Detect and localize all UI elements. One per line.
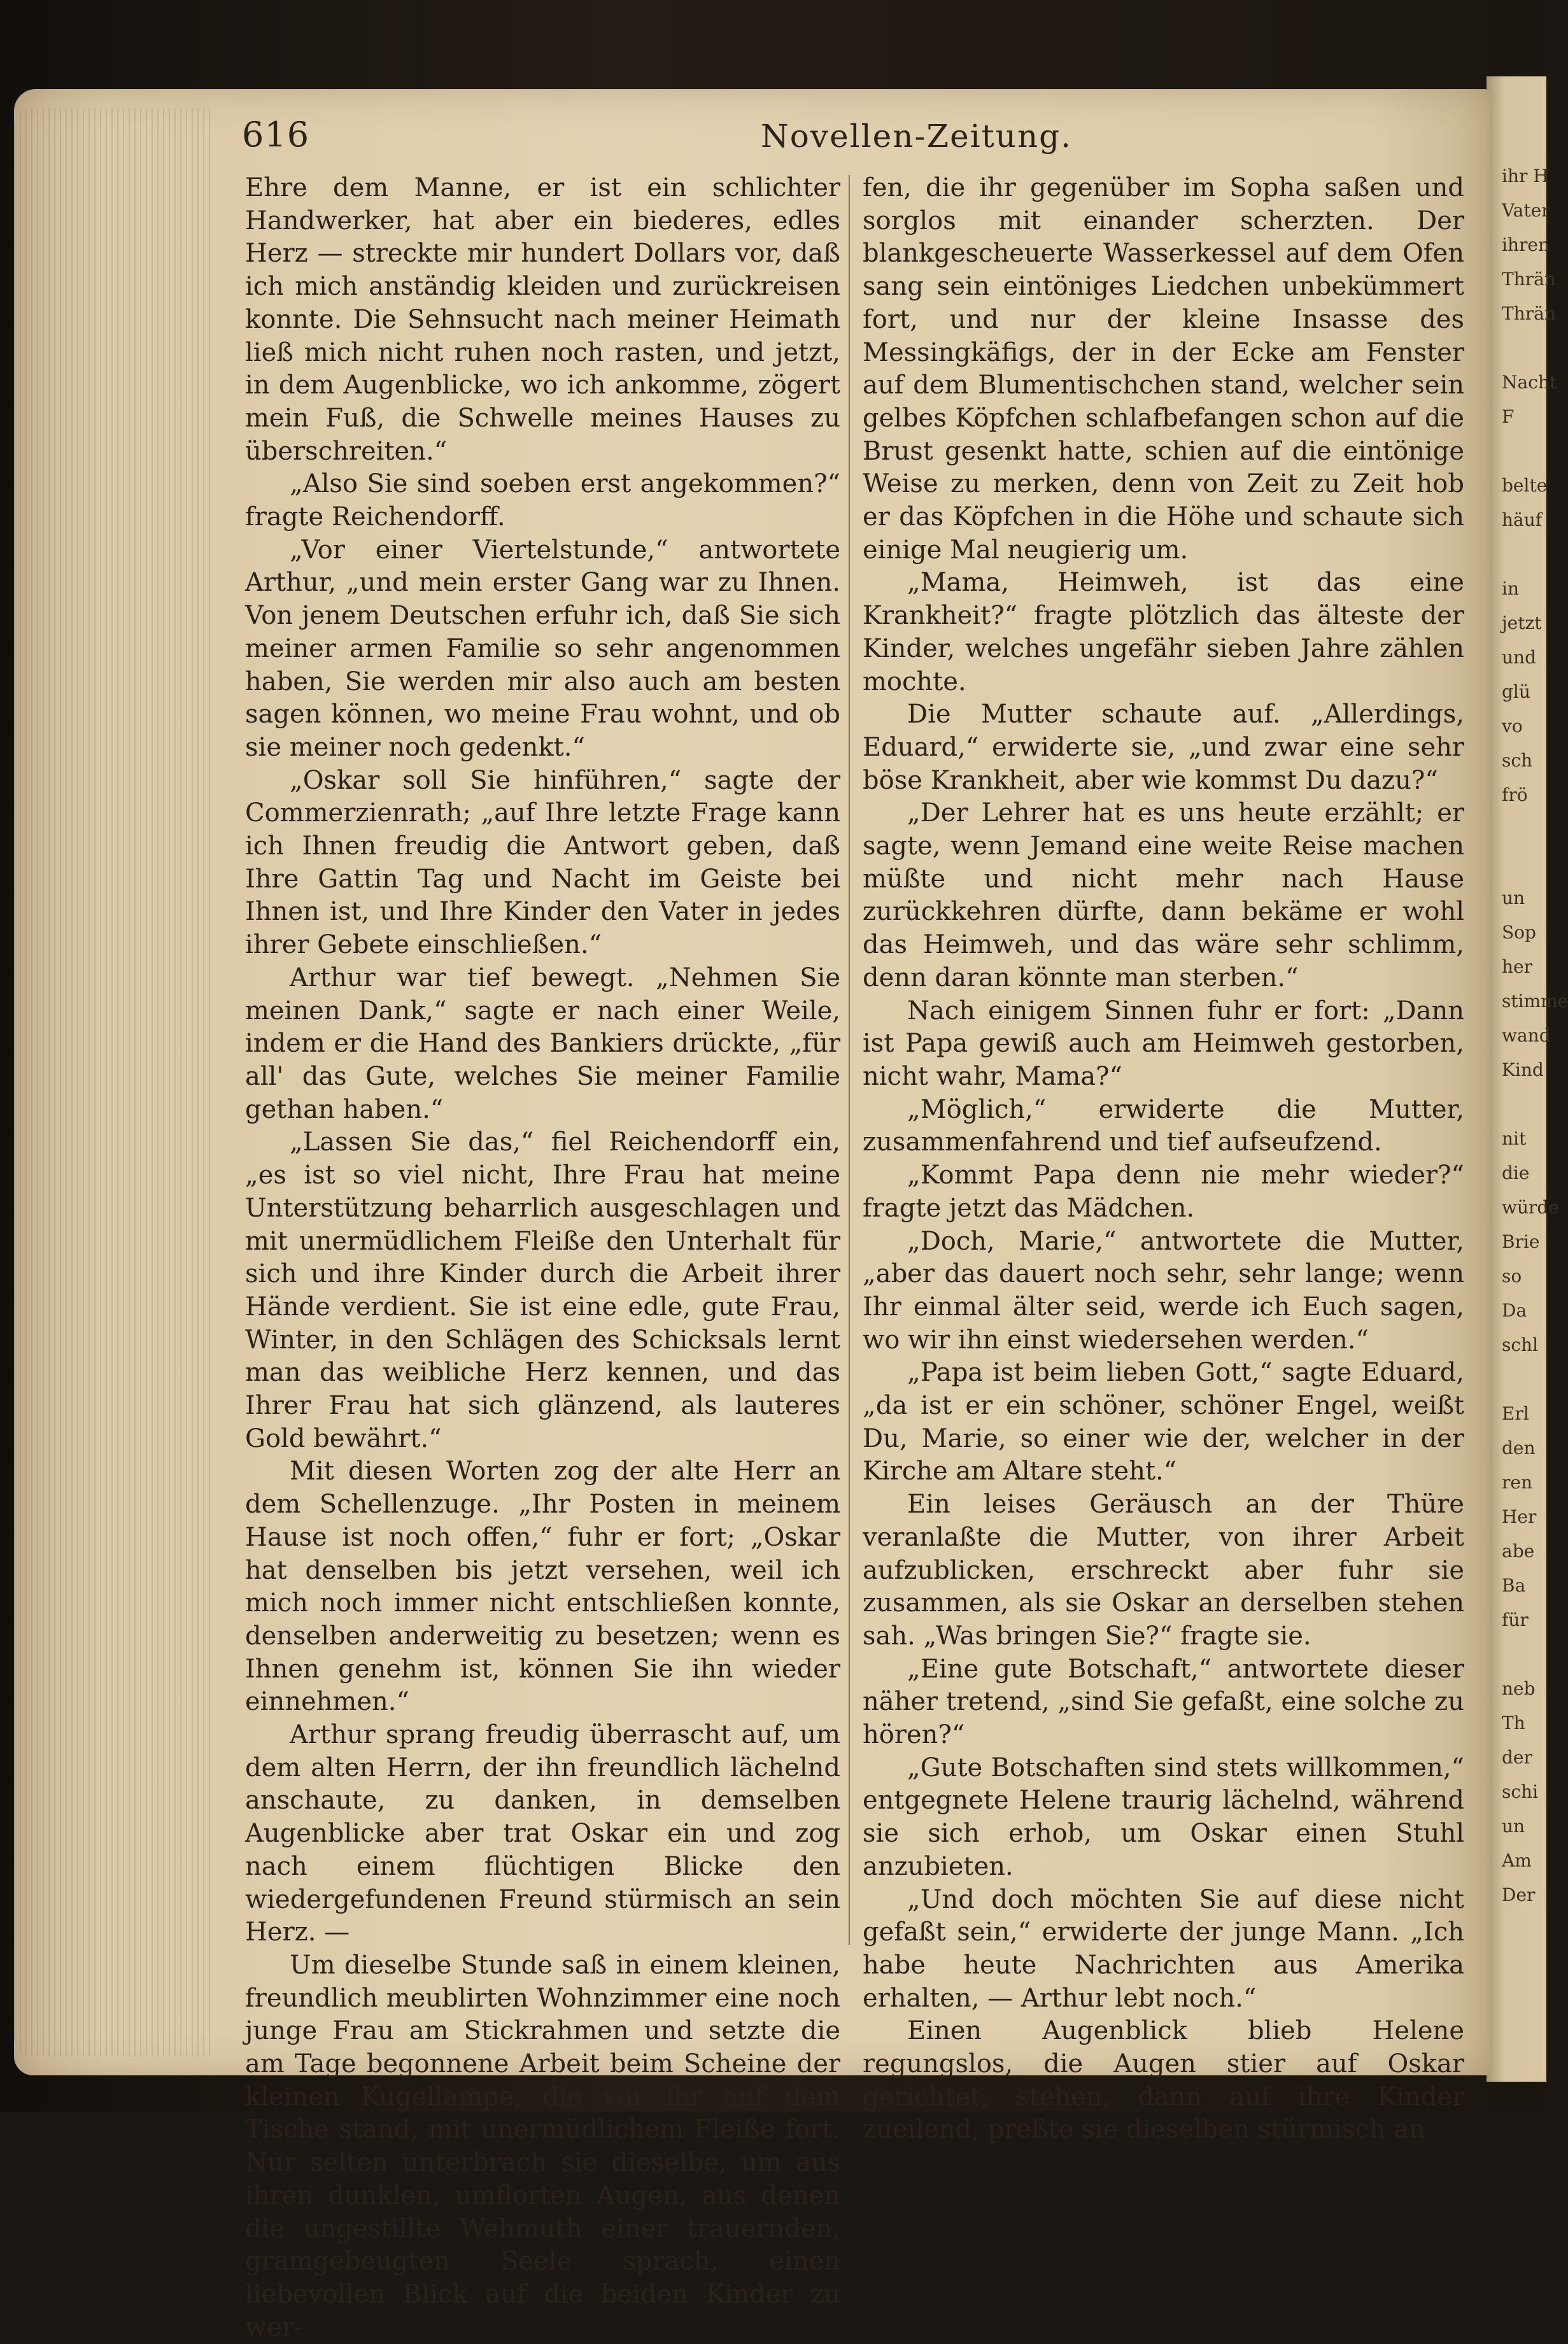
adjacent-page-fragment: wand xyxy=(1502,1025,1551,1046)
paragraph: Um dieselbe Stunde saß in einem kleinen, freundlich meublirten Wohnzimmer eine noch junge Frau am Stickrahmen und setzte die am Tage begonnene Arbeit beim Scheine der kleinen Kugellampe, die vor ihr auf dem Tische stand, mit unermüdlichem Fleiße fort. Nur selten unterbrach sie dieselbe, um aus ihren dunklen, umflorten Augen, aus denen die ungestillte Wehmuth einer trauernden, gramgebeugten Seele sprach, einen liebevollen Blick auf die beiden Kinder zu wer- xyxy=(245,1950,840,2342)
adjacent-page-fragment: Ba xyxy=(1502,1575,1526,1596)
running-head: Novellen-Zeitung. xyxy=(761,118,1073,155)
adjacent-page-fragment: der xyxy=(1502,1747,1532,1768)
adjacent-page-fragment: her xyxy=(1502,956,1532,977)
paragraph: Arthur war tief bewegt. „Nehmen Sie meinen Dank,“ sagte er nach einer Weile, indem er die Hand des Bankiers drückte, „für all' das Gute, welches Sie meiner Familie gethan haben.“ xyxy=(245,963,840,1124)
adjacent-page-fragment: Th xyxy=(1502,1712,1525,1733)
adjacent-page-fragment xyxy=(1487,847,1546,881)
left-text-column xyxy=(245,172,840,2344)
adjacent-page-fragment: Da xyxy=(1502,1300,1527,1321)
adjacent-page-fragment: jetzt xyxy=(1502,612,1542,633)
adjacent-page-fragment: häuf xyxy=(1502,509,1543,530)
paragraph: fen, die ihr gegenüber im Sopha saßen und sorglos mit einander scherzten. Der blankgescheuerte Wasserkessel auf dem Ofen sang sein eintöniges Liedchen unbekümmert fort, und nur der kleine Insasse des Messingkäfigs, der in der Ecke am Fenster auf dem Blumentischchen stand, welcher sein gelbes Köpfchen schlafbefangen schon auf die Brust gesenkt hatte, schien auf die eintönige Weise zu merken, denn von Zeit zu Zeit hob er das Köpfchen in die Höhe und schaute sich einige Mal neugierig um. xyxy=(863,173,1464,565)
paragraph: „Gute Botschaften sind stets willkommen,“ entgegnete Helene traurig lächelnd, während sie sich erhob, um Oskar einen Stuhl anzubieten. xyxy=(863,1753,1464,1881)
adjacent-page-fragment: Thrän xyxy=(1502,303,1556,324)
adjacent-page-fragment: Her xyxy=(1502,1506,1537,1527)
column-divider xyxy=(849,175,850,1945)
adjacent-page-fragment: so xyxy=(1502,1266,1522,1287)
adjacent-page-fragment xyxy=(1487,331,1546,365)
paragraph: „Der Lehrer hat es uns heute erzählt; er sagte, wenn Jemand eine weite Reise machen müßte und nicht mehr nach Hause zurückkehren dürfte, dann bekäme er wohl das Heimweh, und das wäre sehr schlimm, denn daran könnte man sterben.“ xyxy=(863,798,1464,992)
paragraph: „Lassen Sie das,“ fiel Reichendorff ein, „es ist so viel nicht, Ihre Frau hat meine Unterstützung beharrlich ausgeschlagen und mit unermüdlichem Fleiße den Unterhalt für sich und ihre Kinder durch die Arbeit ihrer Hände verdient. Sie ist eine edle, gute Frau, Winter, in den Schlägen des Schicksals lernt man das weibliche Herz kennen, und das Ihrer Frau hat sich glänzend, als lauteres Gold bewährt.“ xyxy=(245,1127,840,1453)
page-number: 616 xyxy=(242,115,310,155)
paragraph: „Mama, Heimweh, ist das eine Krankheit?“ fragte plötzlich das älteste der Kinder, welches ungefähr sieben Jahre zählen mochte. xyxy=(863,568,1464,696)
adjacent-page-fragment xyxy=(1487,1087,1546,1122)
adjacent-page-fragment: die xyxy=(1502,1162,1530,1183)
paragraph: Mit diesen Worten zog der alte Herr an dem Schellenzuge. „Ihr Posten in meinem Hause ist noch offen,“ fuhr er fort; „Oskar hat denselben bis jetzt versehen, weil ich mich noch immer nicht entschließen konnte, denselben anderweitig zu besetzen; wenn es Ihnen genehm ist, können Sie ihn wieder einnehmen.“ xyxy=(245,1457,840,1717)
adjacent-page-fragment: abe xyxy=(1502,1541,1535,1562)
adjacent-page-fragment: stimme xyxy=(1502,991,1568,1012)
adjacent-page-fragment xyxy=(1487,1637,1546,1672)
adjacent-page-fragment: Nacht xyxy=(1502,372,1557,393)
adjacent-page-text-fragments xyxy=(1487,76,1568,1912)
paragraph: „Vor einer Viertelstunde,“ antwortete Arthur, „und mein erster Gang war zu Ihnen. Von jenem Deutschen erfuhr ich, daß Sie sich meiner armen Familie so sehr angenommen haben, Sie werden mir also auch am besten sagen können, wo meine Frau wohnt, und ob sie meiner noch gedenkt.“ xyxy=(245,535,840,762)
adjacent-page-fragment: un xyxy=(1502,887,1525,908)
paragraph: „Oskar soll Sie hinführen,“ sagte der Commerzienrath; „auf Ihre letzte Frage kann ich Ihnen freudig die Antwort geben, daß Ihre Gattin Tag und Nacht im Geiste bei Ihnen ist, und Ihre Kinder den Vater in jedes ihrer Gebete einschließen.“ xyxy=(245,765,840,960)
adjacent-page-fragment: vo xyxy=(1502,716,1523,737)
adjacent-page-fragment: in xyxy=(1502,578,1519,599)
adjacent-page-fragment: ihren xyxy=(1502,234,1550,255)
adjacent-page-fragment: sch xyxy=(1502,750,1533,771)
adjacent-page-fragment: Sop xyxy=(1502,922,1536,943)
paragraph: Die Mutter schaute auf. „Allerdings, Eduard,“ erwiderte sie, „und zwar eine sehr böse Krankheit, aber wie kommst Du dazu?“ xyxy=(863,700,1464,795)
paragraph: „Kommt Papa denn nie mehr wieder?“ fragte jetzt das Mädchen. xyxy=(863,1161,1464,1223)
adjacent-page-fragment: würde xyxy=(1502,1197,1559,1218)
adjacent-page-fragment: ihr H xyxy=(1502,166,1549,187)
adjacent-page-fragment xyxy=(1487,537,1546,572)
paragraph: „Möglich,“ erwiderte die Mutter, zusammenfahrend und tief aufseufzend. xyxy=(863,1094,1464,1157)
adjacent-page-edge xyxy=(1487,76,1568,2082)
adjacent-page-fragment: Thrän xyxy=(1502,269,1556,290)
paragraph: Nach einigem Sinnen fuhr er fort: „Dann ist Papa gewiß auch am Heimweh gestorben, nicht wahr, Mama?“ xyxy=(863,996,1464,1091)
adjacent-page-fragment: ren xyxy=(1502,1472,1532,1493)
paragraph: „Doch, Marie,“ antwortete die Mutter, „aber das dauert noch sehr, sehr lange; wenn Ihr einmal älter seid, werde ich Euch sagen, wo wir ihn einst wiedersehen werden.“ xyxy=(863,1226,1464,1355)
adjacent-page-fragment: nit xyxy=(1502,1128,1527,1149)
paragraph: Arthur sprang freudig überrascht auf, um dem alten Herrn, der ihn freundlich lächelnd anschaute, zu danken, in demselben Augenblicke aber trat Oskar ein und zog nach einem flüchtigen Blicke den wiedergefundenen Freund stürmisch an sein Herz. — xyxy=(245,1720,840,1947)
adjacent-page-fragment: neb xyxy=(1502,1678,1536,1699)
adjacent-page-fragment: schl xyxy=(1502,1334,1539,1355)
page-stack-edge xyxy=(14,108,211,2056)
adjacent-page-fragment: und xyxy=(1502,647,1536,668)
adjacent-page-fragment: Kind xyxy=(1502,1059,1544,1080)
adjacent-page-fragment: glü xyxy=(1502,681,1530,702)
adjacent-page-fragment: für xyxy=(1502,1609,1529,1630)
paragraph: Einen Augenblick blieb Helene regungslos, die Augen stier auf Oskar gerichtet, stehen, dann auf ihre Kinder zueilend, preßte sie dieselben stürmisch an xyxy=(863,2016,1464,2145)
adjacent-page-fragment: den xyxy=(1502,1437,1536,1458)
adjacent-page-fragment: F xyxy=(1502,406,1515,427)
paragraph: „Papa ist beim lieben Gott,“ sagte Eduard, „da ist er ein schöner, schöner Engel, weißt Du, Marie, so einer wie der, welcher in der Kirche am Altare steht.“ xyxy=(863,1358,1464,1486)
adjacent-page-fragment: Erl xyxy=(1502,1403,1529,1424)
adjacent-page-fragment: Vater xyxy=(1502,200,1550,221)
adjacent-page-fragment: belte xyxy=(1502,475,1548,496)
adjacent-page-fragment xyxy=(1487,434,1546,469)
adjacent-page-fragment: un xyxy=(1502,1816,1525,1837)
paragraph: Ehre dem Manne, er ist ein schlichter Handwerker, hat aber ein biederes, edles Herz — streckte mir hundert Dollars vor, daß ich mich anständig kleiden und zurückreisen konnte. Die Sehnsucht nach meiner Heimath ließ mich nicht ruhen noch rasten, und jetzt, in dem Augenblicke, wo ich ankomme, zögert mein Fuß, die Schwelle meines Hauses zu überschreiten.“ xyxy=(245,173,840,466)
adjacent-page-fragment: frö xyxy=(1502,784,1528,805)
adjacent-page-fragment: Am xyxy=(1502,1850,1532,1871)
adjacent-page-fragment: schi xyxy=(1502,1781,1539,1802)
paragraph: „Also Sie sind soeben erst angekommen?“ fragte Reichendorff. xyxy=(245,469,840,532)
adjacent-page-fragment xyxy=(1487,812,1546,847)
paragraph: Ein leises Geräusch an der Thüre veranlaßte die Mutter, von ihrer Arbeit aufzublicken, erschreckt aber fuhr sie zusammen, als sie Oskar an derselben stehen sah. „Was bringen Sie?“ fragte sie. xyxy=(863,1490,1464,1651)
paragraph: „Und doch möchten Sie auf diese nicht gefaßt sein,“ erwiderte der junge Mann. „Ich habe heute Nachrichten aus Amerika erhalten, — Arthur lebt noch.“ xyxy=(863,1884,1464,2013)
adjacent-page-fragment: Brie xyxy=(1502,1231,1540,1252)
adjacent-page-fragment: Der xyxy=(1502,1884,1536,1905)
paragraph: „Eine gute Botschaft,“ antwortete dieser näher tretend, „sind Sie gefaßt, eine solche zu hören?“ xyxy=(863,1654,1464,1750)
right-text-column xyxy=(863,172,1464,2147)
adjacent-page-fragment xyxy=(1487,1362,1546,1397)
